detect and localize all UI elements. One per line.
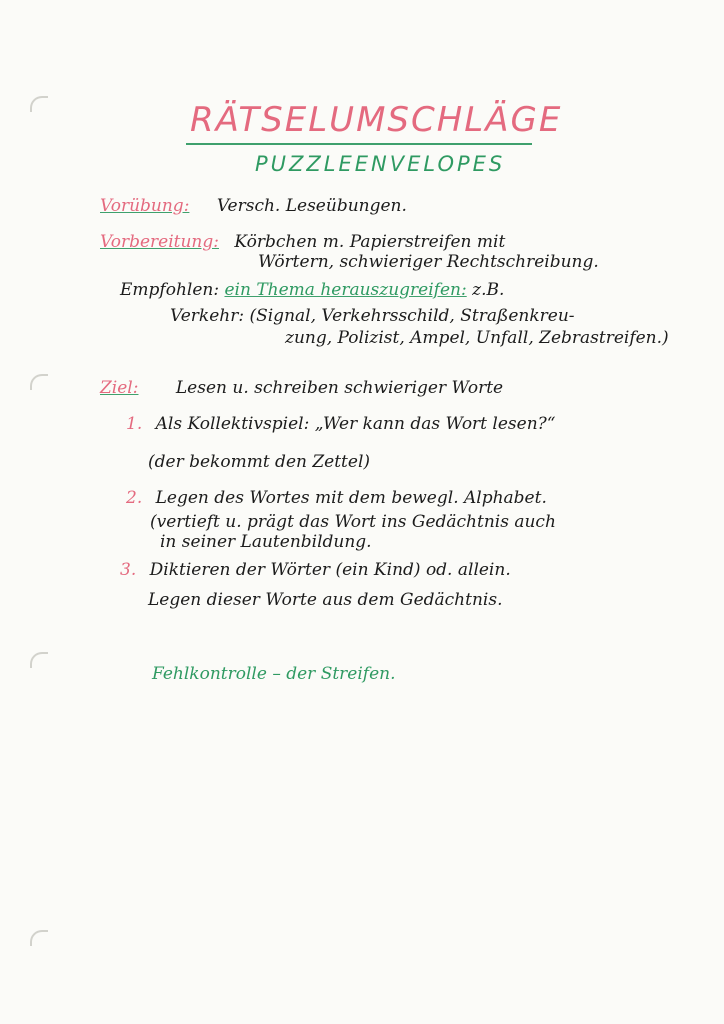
empfohlen-highlight: ein Thema herauszugreifen:: [224, 280, 467, 300]
punch-hole: [30, 96, 48, 112]
vorbereitung-line1: Körbchen m. Papierstreifen mit: [234, 232, 506, 252]
empfohlen-label: Empfohlen:: [120, 280, 220, 300]
vorubung-row: [100, 196, 407, 216]
empfohlen-row: [120, 280, 504, 300]
ziel-label: Ziel:: [100, 378, 139, 398]
vorubung-text: Versch. Leseübungen.: [216, 196, 407, 216]
step-3-row: [120, 560, 511, 580]
page-title: RÄTSELUMSCHLÄGE: [190, 100, 563, 140]
step-2-line2: (vertieft u. prägt das Wort ins Gedächtnis auch: [150, 512, 556, 532]
step-2-number: 2.: [126, 488, 143, 508]
ziel-row: [100, 378, 503, 398]
step-1-row: [126, 414, 555, 434]
vorbereitung-label: Vorbereitung:: [100, 232, 219, 252]
empfohlen-tail: z.B.: [472, 280, 505, 300]
verkehr-line1: Verkehr: (Signal, Verkehrsschild, Straßenkreu-: [170, 306, 575, 326]
punch-hole: [30, 930, 48, 946]
step-3-line2: Legen dieser Worte aus dem Gedächtnis.: [148, 590, 503, 610]
step-3-line1: Diktieren der Wörter (ein Kind) od. allein.: [149, 560, 511, 580]
fehlkontrolle-line: Fehlkontrolle – der Streifen.: [152, 664, 396, 684]
step-2-row: [126, 488, 547, 508]
punch-hole: [30, 374, 48, 390]
step-2-line1: Legen des Wortes mit dem bewegl. Alphabet.: [155, 488, 547, 508]
title-underline: [186, 143, 532, 145]
punch-hole: [30, 652, 48, 668]
step-2-line3: in seiner Lautenbildung.: [160, 532, 372, 552]
step-1-number: 1.: [126, 414, 143, 434]
ziel-text: Lesen u. schreiben schwieriger Worte: [175, 378, 504, 398]
verkehr-line2: zung, Polizist, Ampel, Unfall, Zebrastreifen.): [285, 328, 669, 348]
step-3-number: 3.: [120, 560, 137, 580]
vorbereitung-row: [100, 232, 505, 252]
step-1-line2: (der bekommt den Zettel): [148, 452, 371, 472]
step-1-line1: Als Kollektivspiel: „Wer kann das Wort lesen?“: [155, 414, 556, 434]
vorubung-label: Vorübung:: [100, 196, 190, 216]
vorbereitung-line2: Wörtern, schwieriger Rechtschreibung.: [258, 252, 599, 272]
page-subtitle: PUZZLEENVELOPES: [255, 152, 506, 176]
